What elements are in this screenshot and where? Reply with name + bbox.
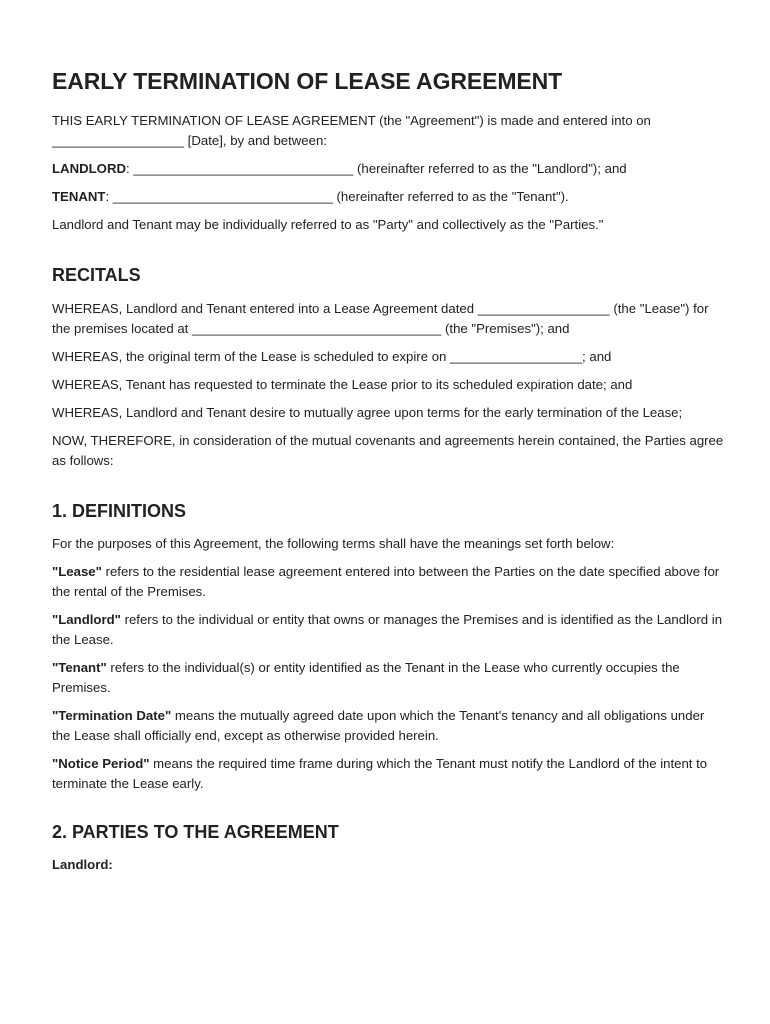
recitals-heading: RECITALS [52,265,141,285]
definition-item [52,754,724,794]
definitions-heading: 1. DEFINITIONS [52,501,187,521]
definition-text: refers to the individual or entity that owns or manages the Premises and is identified as the Landlord in the Lease. [52,612,723,647]
definition-term: "Tenant" [52,660,107,675]
parties-heading: 2. PARTIES TO THE AGREEMENT [52,822,339,842]
tenant-line [52,187,724,207]
definition-item [52,562,724,602]
document-title: EARLY TERMINATION OF LEASE AGREEMENT [52,68,563,94]
recital-paragraph: WHEREAS, Landlord and Tenant desire to mutually agree upon terms for the early termination of the Lease; [52,405,683,420]
definition-item [52,706,724,746]
recital-paragraph: NOW, THEREFORE, in consideration of the mutual covenants and agreements herein contained, the Parties agree as follows: [52,433,724,468]
recital-paragraph: WHEREAS, the original term of the Lease is scheduled to expire on __________________; and [52,349,612,364]
document-body [52,68,724,875]
landlord-line-text: : ______________________________ (hereinafter referred to as the "Landlord"); and [126,161,627,176]
recital-paragraph: WHEREAS, Landlord and Tenant entered into a Lease Agreement dated __________________ (the "Lease") for the premises located at __________________________________ (the "Premises"); and [52,301,709,336]
definition-item [52,658,724,698]
parties-note: Landlord and Tenant may be individually referred to as "Party" and collectively as the "Parties." [52,217,604,232]
definition-text: refers to the residential lease agreement entered into between the Parties on the date specified above for the rental of the Premises. [52,564,720,599]
definition-term: "Landlord" [52,612,121,627]
intro-paragraph: THIS EARLY TERMINATION OF LEASE AGREEMENT (the "Agreement") is made and entered into on __________________ [Date], by and between: [52,113,651,148]
definition-text: refers to the individual(s) or entity identified as the Tenant in the Lease who currently occupies the Premises. [52,660,680,695]
definition-text: means the required time frame during which the Tenant must notify the Landlord of the intent to terminate the Lease early. [52,756,708,791]
landlord-label: LANDLORD [52,161,126,176]
recital-paragraph: WHEREAS, Tenant has requested to terminate the Lease prior to its scheduled expiration date; and [52,377,633,392]
definition-term: "Lease" [52,564,102,579]
tenant-line-text: : ______________________________ (hereinafter referred to as the "Tenant"). [105,189,569,204]
definition-term: "Notice Period" [52,756,150,771]
landlord-line [52,159,724,179]
definition-text: means the mutually agreed date upon which the Tenant's tenancy and all obligations under the Lease shall officially end, except as otherwise provided herein. [52,708,705,743]
definition-term: "Termination Date" [52,708,172,723]
definition-item [52,610,724,650]
definitions-intro: For the purposes of this Agreement, the following terms shall have the meanings set forth below: [52,536,615,551]
parties-landlord-label [52,855,724,875]
parties-landlord-label-text: Landlord: [52,857,113,872]
tenant-label: TENANT [52,189,106,204]
